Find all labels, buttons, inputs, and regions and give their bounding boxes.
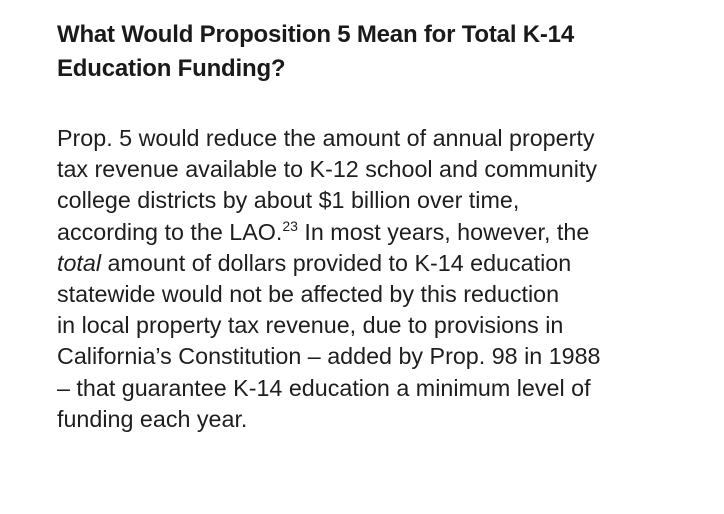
paragraph-line: California’s Constitution – added by Prop. 98 in 1988	[57, 343, 601, 370]
section-heading	[57, 18, 717, 86]
paragraph-line: Prop. 5 would reduce the amount of annual property	[57, 125, 595, 151]
heading-line: What Would Proposition 5 Mean for Total K-14	[57, 21, 574, 48]
heading-line: Education Funding?	[57, 55, 286, 82]
paragraph-line: – that guarantee K-14 education a minimum level of	[57, 374, 591, 401]
paragraph-text: amount of dollars provided to K-14 education	[101, 249, 572, 276]
body-paragraph	[57, 123, 717, 435]
paragraph-text: according to the LAO.	[57, 218, 283, 245]
document-section	[57, 18, 717, 432]
paragraph-line	[57, 217, 717, 248]
paragraph-line: funding each year.	[57, 405, 248, 432]
footnote-reference: 23	[282, 217, 298, 234]
paragraph-line: in local property tax revenue, due to provisions in	[57, 312, 564, 339]
paragraph-line: statewide would not be affected by this reduction	[57, 281, 560, 308]
paragraph-line: college districts by about $1 billion over time,	[57, 187, 520, 214]
emphasized-word: total	[57, 249, 102, 276]
paragraph-line: tax revenue available to K-12 school and community	[57, 156, 598, 183]
paragraph-text: In most years, however, the	[297, 218, 590, 245]
paragraph-line	[57, 248, 717, 279]
